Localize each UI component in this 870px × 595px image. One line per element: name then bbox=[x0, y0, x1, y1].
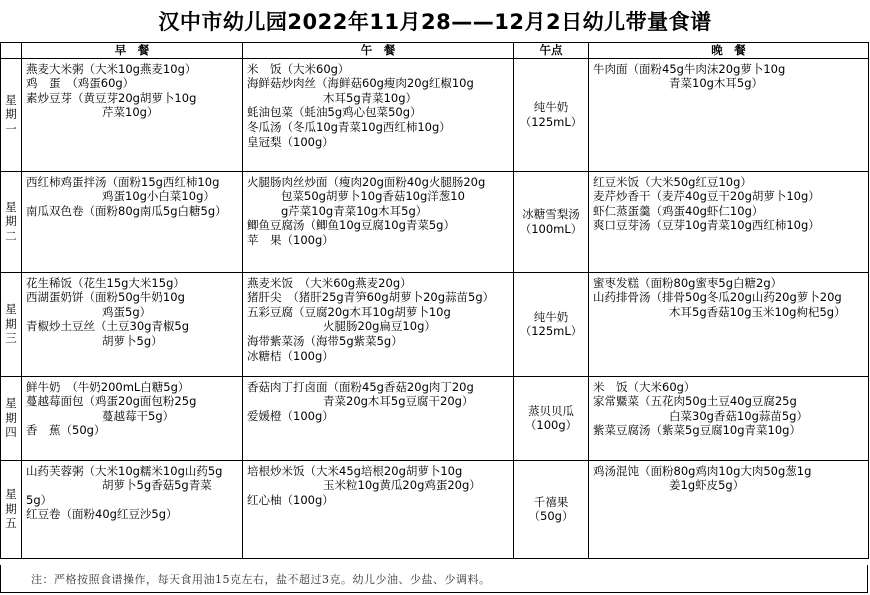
lunch-line: 火腿肠肉丝炒面（瘦肉20g面粉40g火腿肠20g bbox=[247, 174, 486, 189]
breakfast-line: 青椒炒土豆丝（土豆30g青椒5g bbox=[26, 319, 190, 334]
lunch-cell bbox=[243, 171, 514, 272]
lunch-line: 猪肝尖 （猪肝25g青笋60g胡萝卜20g蒜苗5g） bbox=[247, 290, 495, 305]
snack-line: 冰糖雪梨汤 bbox=[522, 207, 580, 221]
breakfast-line: 南瓜双色卷（面粉80g南瓜5g白糖5g） bbox=[26, 203, 227, 218]
dinner-line: 麦芹炒香干（麦芹40g豆干20g胡萝卜10g） bbox=[593, 189, 820, 204]
breakfast-line: 红豆卷（面粉40g红豆沙5g） bbox=[26, 507, 178, 522]
table-row bbox=[1, 171, 869, 272]
breakfast-cell bbox=[22, 171, 243, 272]
dinner-line: 青菜10g木耳5g） bbox=[669, 76, 764, 91]
breakfast-line: 芹菜10g） bbox=[102, 105, 159, 120]
breakfast-line: 胡萝卜5g香菇5g青菜 bbox=[102, 478, 212, 493]
lunch-line: 海带紫菜汤（海带5g紫菜5g） bbox=[247, 333, 403, 348]
dinner-line: 家常鱀菜（五花肉50g土豆40g豆腐25g bbox=[593, 394, 797, 409]
lunch-line: 木耳5g青菜10g） bbox=[323, 90, 418, 105]
day-label-char: 三 bbox=[5, 331, 17, 346]
lunch-line: 皇冠梨（100g） bbox=[247, 134, 334, 149]
footnote: 注：严格按照食谱操作，每天食用油15克左右，盐不超过3克。幼儿少油、少盐、少调料。 bbox=[0, 565, 868, 593]
day-label bbox=[1, 460, 22, 558]
breakfast-cell bbox=[22, 460, 243, 558]
breakfast-line: 蔓越莓面包（鸡蛋20g面包粉25g bbox=[26, 394, 197, 409]
day-label-char: 星 bbox=[5, 302, 17, 317]
lunch-line: 香菇肉丁打卤面（面粉45g香菇20g肉丁20g bbox=[247, 379, 474, 394]
snack-cell bbox=[514, 171, 589, 272]
day-label bbox=[1, 171, 22, 272]
lunch-cell bbox=[243, 376, 514, 460]
snack-cell bbox=[514, 376, 589, 460]
breakfast-line: 西红柿鸡蛋拌汤（面粉15g西红柿10g bbox=[26, 174, 220, 189]
day-label-char: 期 bbox=[5, 107, 17, 122]
dinner-line: 姜1g虾皮5g） bbox=[669, 478, 745, 493]
day-label-char: 四 bbox=[5, 425, 17, 440]
dinner-cell bbox=[589, 171, 869, 272]
page-title: 汉中市幼儿园2022年11月28——12月2日幼儿带量食谱 bbox=[158, 10, 712, 34]
dinner-cell bbox=[589, 58, 869, 171]
lunch-line: 鲫鱼豆腐汤（鲫鱼10g豆腐10g青菜5g） bbox=[247, 218, 455, 233]
lunch-line: 火腿肠20g扁豆10g） bbox=[323, 319, 436, 334]
dinner-line: 虾仁蒸蛋羹（鸡蛋40g虾仁10g） bbox=[593, 203, 764, 218]
lunch-line: 蚝油包菜（蚝油5g鸡心包菜50g） bbox=[247, 105, 422, 120]
breakfast-line: 蔓越莓干5g） bbox=[102, 408, 175, 423]
snack-cell bbox=[514, 460, 589, 558]
breakfast-line: 花生稀饭（花生15g大米15g） bbox=[26, 275, 185, 290]
snack-line: 蒸贝贝瓜 bbox=[528, 403, 574, 418]
day-label-char: 星 bbox=[5, 199, 17, 214]
breakfast-line: 鸡蛋5g） bbox=[102, 304, 152, 319]
lunch-line: 培根炒米饭（大米45g培根20g胡萝卜10g bbox=[247, 463, 463, 478]
lunch-line: g芹菜10g青菜10g木耳5g） bbox=[281, 203, 428, 218]
day-label-char: 星 bbox=[5, 396, 17, 411]
table-row bbox=[1, 376, 869, 460]
day-label-char: 期 bbox=[5, 316, 17, 331]
day-label bbox=[1, 376, 22, 460]
breakfast-line: 胡萝卜5g） bbox=[102, 333, 163, 348]
snack-line: （100mL） bbox=[519, 221, 583, 236]
lunch-line: 爱媛橙（100g） bbox=[247, 408, 334, 423]
dinner-line: 山药排骨汤（排骨50g冬瓜20g山药20g萝卜20g bbox=[593, 290, 842, 305]
lunch-line: 玉米粒10g黄瓜20g鸡蛋20g） bbox=[323, 478, 481, 493]
dinner-cell bbox=[589, 272, 869, 376]
table-row bbox=[1, 460, 869, 558]
day-label bbox=[1, 58, 22, 171]
breakfast-line: 5g） bbox=[26, 492, 53, 507]
day-label bbox=[1, 272, 22, 376]
day-label-char: 期 bbox=[5, 501, 17, 516]
snack-line: 纯牛奶 bbox=[533, 100, 569, 114]
lunch-line: 冬瓜汤（冬瓜10g青菜10g西红柿10g） bbox=[247, 119, 451, 134]
dinner-line: 米 饭（大米60g） bbox=[593, 379, 696, 394]
lunch-line: 包菜50g胡萝卜10g香菇10g洋葱10 bbox=[281, 189, 465, 204]
dinner-line: 白菜30g香菇10g蒜苗5g） bbox=[669, 408, 808, 423]
dinner-line: 爽口豆芽汤（豆芽10g青菜10g西红柿10g） bbox=[593, 218, 820, 233]
lunch-line: 冰糖桔（100g） bbox=[247, 348, 334, 363]
snack-cell bbox=[514, 272, 589, 376]
lunch-cell bbox=[243, 58, 514, 171]
breakfast-cell bbox=[22, 376, 243, 460]
breakfast-cell bbox=[22, 58, 243, 171]
snack-line: （125mL） bbox=[519, 324, 583, 339]
lunch-cell bbox=[243, 460, 514, 558]
table-row bbox=[1, 58, 869, 171]
header-corner bbox=[1, 43, 22, 59]
snack-line: （100g） bbox=[524, 418, 578, 433]
table-row bbox=[1, 272, 869, 376]
breakfast-line: 香 蕉（50g） bbox=[26, 423, 106, 438]
lunch-line: 燕麦米饭 （大米60g燕麦20g） bbox=[247, 275, 412, 290]
lunch-line: 五彩豆腐（豆腐20g木耳10g胡萝卜10g bbox=[247, 304, 451, 319]
dinner-line: 红豆米饭（大米50g红豆10g） bbox=[593, 174, 752, 189]
dinner-cell bbox=[589, 376, 869, 460]
snack-cell bbox=[514, 58, 589, 171]
snack-line: （125mL） bbox=[519, 114, 583, 129]
breakfast-line: 鸡 蛋 （鸡蛋60g） bbox=[26, 76, 135, 91]
snack-line: （50g） bbox=[528, 509, 574, 524]
dinner-line: 紫菜豆腐汤（紫菜5g豆腐10g青菜10g） bbox=[593, 423, 801, 438]
day-label-char: 五 bbox=[5, 516, 17, 531]
header-snack: 午点 bbox=[514, 43, 589, 59]
breakfast-line: 燕麦大米粥（大米10g燕麦10g） bbox=[26, 61, 197, 76]
dinner-line: 牛肉面（面粉45g牛肉沫20g萝卜10g bbox=[593, 61, 786, 76]
lunch-line: 红心柚（100g） bbox=[247, 492, 334, 507]
day-label-char: 星 bbox=[5, 487, 17, 502]
breakfast-line: 鸡蛋10g小白菜10g） bbox=[102, 189, 215, 204]
day-label-char: 星 bbox=[5, 92, 17, 107]
snack-line: 纯牛奶 bbox=[533, 309, 569, 324]
header-dinner: 晚 餐 bbox=[589, 43, 869, 59]
breakfast-line: 鲜牛奶 （牛奶200mL白糖5g） bbox=[26, 379, 190, 394]
breakfast-line: 山药芙蓉粥（大米10g糯米10g山药5g bbox=[26, 463, 223, 478]
dinner-line: 蜜枣发糕（面粉80g蜜枣5g白糖2g） bbox=[593, 275, 783, 290]
dinner-line: 木耳5g香菇10g玉米10g枸杞5g） bbox=[669, 304, 846, 319]
dinner-cell bbox=[589, 460, 869, 558]
snack-line: 千禧果 bbox=[533, 494, 569, 509]
lunch-line: 苹 果（100g） bbox=[247, 232, 334, 247]
breakfast-line: 素炒豆芽（黄豆芽20g胡萝卜10g bbox=[26, 90, 197, 105]
breakfast-cell bbox=[22, 272, 243, 376]
lunch-cell bbox=[243, 272, 514, 376]
day-label-char: 期 bbox=[5, 410, 17, 425]
day-label-char: 一 bbox=[5, 121, 17, 136]
header-lunch: 午 餐 bbox=[243, 43, 514, 59]
menu-table bbox=[0, 42, 869, 559]
lunch-line: 海鲜菇炒肉丝（海鲜菇60g瘦肉20g红椒10g bbox=[247, 76, 474, 91]
header-row bbox=[1, 43, 869, 59]
day-label-char: 期 bbox=[5, 214, 17, 229]
header-breakfast: 早 餐 bbox=[22, 43, 243, 59]
lunch-line: 米 饭（大米60g） bbox=[247, 61, 350, 76]
day-label-char: 二 bbox=[5, 228, 17, 243]
breakfast-line: 西湖蛋奶饼（面粉50g牛奶10g bbox=[26, 290, 185, 305]
dinner-line: 鸡汤混饨（面粉80g鸡肉10g大肉50g葱1g bbox=[593, 463, 812, 478]
lunch-line: 青菜20g木耳5g豆腐干20g） bbox=[323, 394, 474, 409]
